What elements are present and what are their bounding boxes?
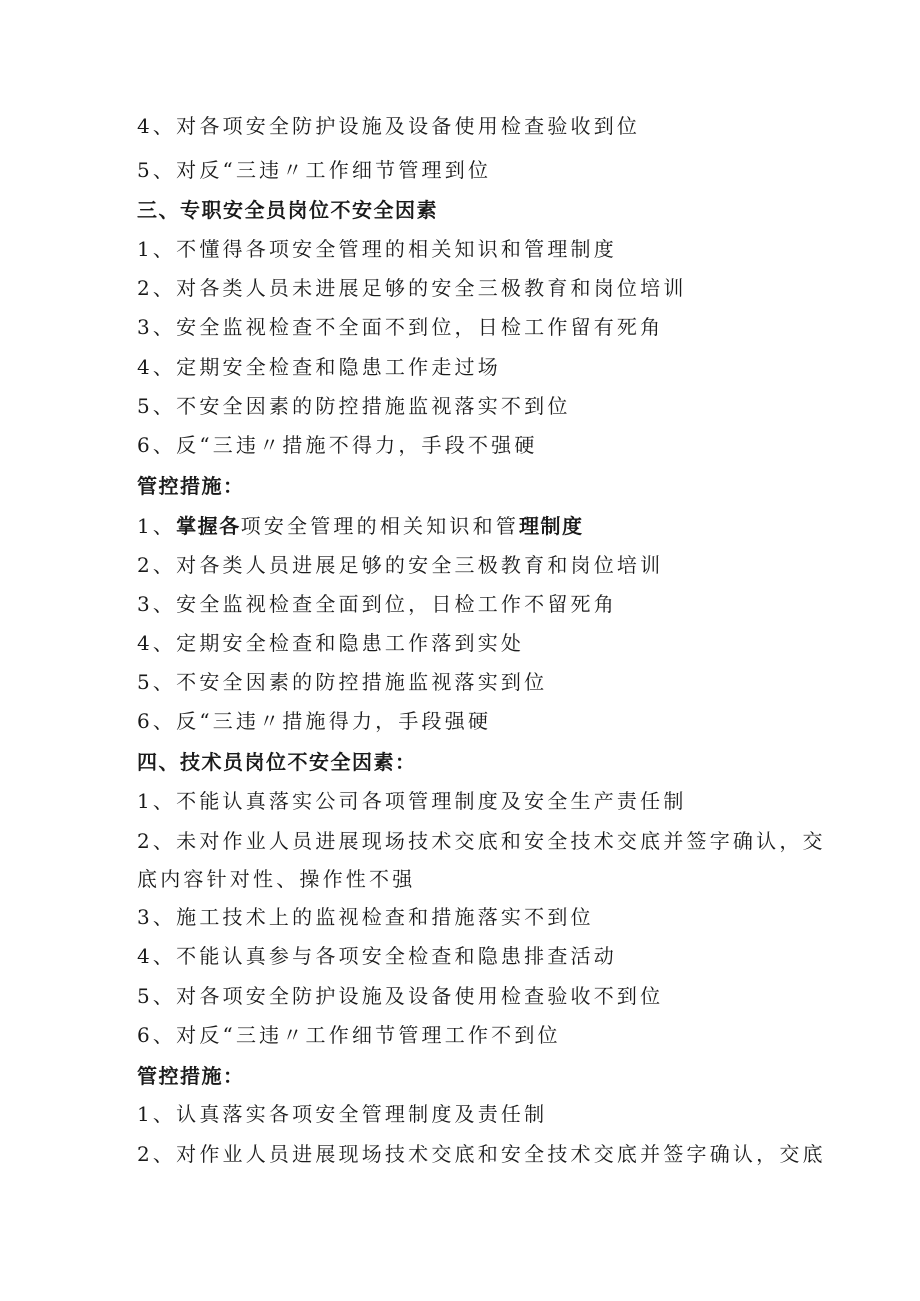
text-line: 2、对各类人员进展足够的安全三极教育和岗位培训 <box>137 553 664 577</box>
text-line: 1、不懂得各项安全管理的相关知识和管理制度 <box>137 237 617 261</box>
text-line: 3、安全监视检查不全面不到位，日检工作留有死角 <box>137 315 664 339</box>
text-line: 2、未对作业人员进展现场技术交底和安全技术交底并签字确认，交 <box>137 829 826 853</box>
section-heading: 三、专职安全员岗位不安全因素 <box>137 198 438 222</box>
text-line: 5、对各项安全防护设施及设备使用检查验收不到位 <box>137 984 664 1008</box>
text-line-mixed <box>137 513 584 539</box>
text-line: 4、不能认真参与各项安全检查和隐患排查活动 <box>137 944 617 968</box>
text-line: 2、对作业人员进展现场技术交底和安全技术交底并签字确认，交底 <box>137 1142 826 1166</box>
subsection-heading: 管控措施： <box>137 1064 245 1088</box>
text-line: 2、对各类人员未进展足够的安全三极教育和岗位培训 <box>137 276 687 300</box>
text-line: 1、认真落实各项安全管理制度及责任制 <box>137 1102 548 1126</box>
text-line: 3、施工技术上的监视检查和措施落实不到位 <box>137 905 594 929</box>
item-number: 1、 <box>137 514 177 538</box>
normal-text: 项安全管理的相关知识和管 <box>240 514 520 538</box>
text-line: 4、对各项安全防护设施及设备使用检查验收到位 <box>137 114 641 138</box>
subsection-heading: 管控措施： <box>137 474 245 498</box>
section-heading: 四、技术员岗位不安全因素： <box>137 750 417 774</box>
text-line: 5、对反“三违〃工作细节管理到位 <box>137 158 492 182</box>
text-line: 4、定期安全检查和隐患工作落到实处 <box>137 631 525 655</box>
text-line: 5、不安全因素的防控措施监视落实到位 <box>137 670 548 694</box>
bold-text: 掌握各 <box>176 514 241 538</box>
text-line: 底内容针对性、操作性不强 <box>137 867 416 891</box>
text-line: 4、定期安全检查和隐患工作走过场 <box>137 355 501 379</box>
text-line: 3、安全监视检查全面到位，日检工作不留死角 <box>137 592 617 616</box>
text-line: 6、反“三违〃措施不得力，手段不强硬 <box>137 433 538 457</box>
text-line: 5、不安全因素的防控措施监视落实不到位 <box>137 394 571 418</box>
text-line: 6、对反“三违〃工作细节管理工作不到位 <box>137 1023 561 1047</box>
text-line: 6、反“三违〃措施得力，手段强硬 <box>137 709 492 733</box>
text-line: 1、不能认真落实公司各项管理制度及安全生产责任制 <box>137 789 687 813</box>
bold-text: 理制度 <box>519 514 584 538</box>
